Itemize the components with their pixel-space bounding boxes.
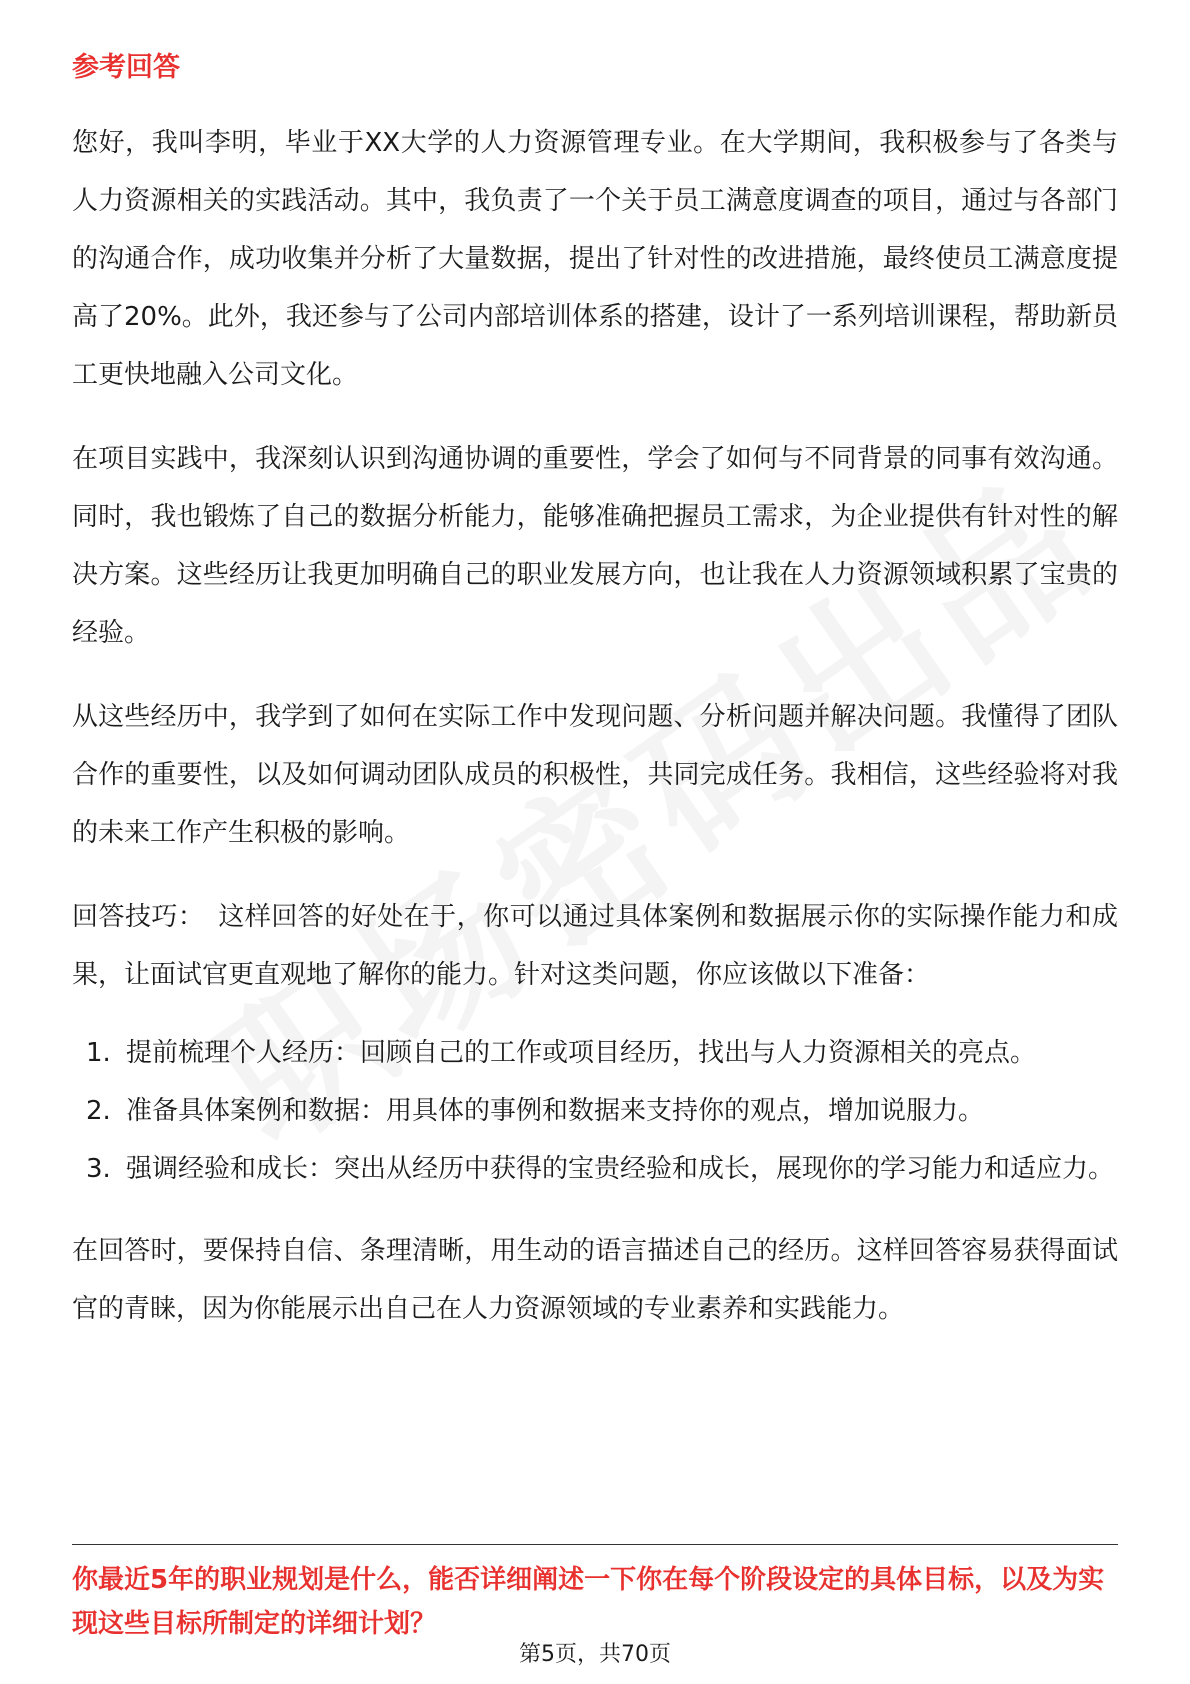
list-item-number: 2. [86,1096,111,1126]
list-item-number: 3. [86,1154,111,1184]
answer-content [72,48,1118,1364]
answer-paragraph: 从这些经历中，我学到了如何在实际工作中发现问题、分析问题并解决问题。我懂得了团队合作的重要性，以及如何调动团队成员的积极性，共同完成任务。我相信，这些经验将对我的未来工作产生积极的影响。 [72,702,1118,848]
tips-paragraph [72,888,1118,1004]
next-question: 你最近5年的职业规划是什么，能否详细阐述一下你在每个阶段设定的具体目标，以及为实现这些目标所制定的详细计划？ [72,1565,1105,1639]
list-item-number: 1. [86,1038,111,1068]
answer-paragraph: 您好，我叫李明，毕业于XX大学的人力资源管理专业。在大学期间，我积极参与了各类与人力资源相关的实践活动。其中，我负责了一个关于员工满意度调查的项目，通过与各部门的沟通合作，成功收集并分析了大量数据，提出了针对性的改进措施，最终使员工满意度提高了20%。此外，我还参与了公司内部培训体系的搭建，设计了一系列培训课程，帮助新员工更快地融入公司文化。 [72,128,1118,390]
list-item [72,1024,1118,1082]
list-item [72,1082,1118,1140]
page-footer: 第5页，共70页 [519,1642,671,1667]
list-item [72,1140,1118,1198]
answer-paragraph: 在项目实践中，我深刻认识到沟通协调的重要性，学会了如何与不同背景的同事有效沟通。同时，我也锻炼了自己的数据分析能力，能够准确把握员工需求，为企业提供有针对性的解决方案。这些经历让我更加明确自己的职业发展方向，也让我在人力资源领域积累了宝贵的经验。 [72,444,1118,648]
divider [72,1544,1118,1545]
tips-label: 回答技巧： [72,902,205,932]
tips-intro: 这样回答的好处在于，你可以通过具体案例和数据展示你的实际操作能力和成果，让面试官更直观地了解你的能力。针对这类问题，你应该做以下准备： [72,902,1118,990]
list-item-text: 提前梳理个人经历：回顾自己的工作或项目经历，找出与人力资源相关的亮点。 [126,1038,1037,1068]
section-title: 参考回答 [72,52,180,83]
closing-paragraph: 在回答时，要保持自信、条理清晰，用生动的语言描述自己的经历。这样回答容易获得面试官的青睐，因为你能展示出自己在人力资源领域的专业素养和实践能力。 [72,1236,1118,1324]
tips-list [72,1024,1118,1198]
list-item-text: 强调经验和成长：突出从经历中获得的宝贵经验和成长，展现你的学习能力和适应力。 [126,1154,1115,1184]
list-item-text: 准备具体案例和数据：用具体的事例和数据来支持你的观点，增加说服力。 [126,1096,985,1126]
